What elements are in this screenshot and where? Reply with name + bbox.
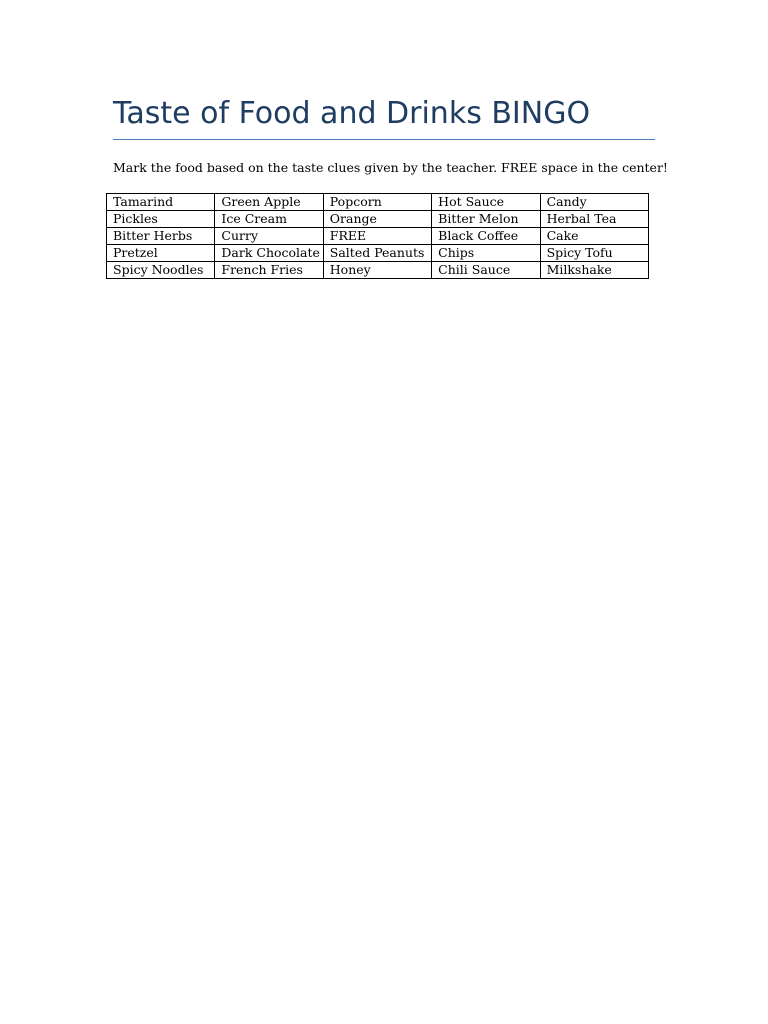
bingo-cell: Cake bbox=[540, 228, 648, 245]
bingo-cell: Chips bbox=[432, 245, 540, 262]
instructions-text: Mark the food based on the taste clues given by the teacher. FREE space in the center! bbox=[113, 160, 668, 175]
bingo-cell: Milkshake bbox=[540, 262, 648, 279]
bingo-cell: Ice Cream bbox=[215, 211, 323, 228]
bingo-cell: Dark Chocolate bbox=[215, 245, 323, 262]
bingo-cell: Orange bbox=[323, 211, 431, 228]
bingo-cell: Green Apple bbox=[215, 194, 323, 211]
title-underline bbox=[113, 139, 655, 140]
bingo-cell: Salted Peanuts bbox=[323, 245, 431, 262]
bingo-cell: Curry bbox=[215, 228, 323, 245]
bingo-cell: Candy bbox=[540, 194, 648, 211]
bingo-cell: Popcorn bbox=[323, 194, 431, 211]
bingo-cell: Chili Sauce bbox=[432, 262, 540, 279]
bingo-row bbox=[107, 211, 649, 228]
bingo-row bbox=[107, 262, 649, 279]
bingo-cell: Herbal Tea bbox=[540, 211, 648, 228]
bingo-grid bbox=[106, 193, 649, 279]
bingo-cell: Hot Sauce bbox=[432, 194, 540, 211]
bingo-cell: Spicy Tofu bbox=[540, 245, 648, 262]
page-title: Taste of Food and Drinks BINGO bbox=[113, 96, 591, 131]
bingo-row bbox=[107, 194, 649, 211]
bingo-cell: Pickles bbox=[107, 211, 215, 228]
bingo-cell: French Fries bbox=[215, 262, 323, 279]
bingo-row bbox=[107, 228, 649, 245]
bingo-cell: Black Coffee bbox=[432, 228, 540, 245]
bingo-cell: Honey bbox=[323, 262, 431, 279]
bingo-cell: Bitter Herbs bbox=[107, 228, 215, 245]
bingo-free-cell: FREE bbox=[323, 228, 431, 245]
bingo-cell: Tamarind bbox=[107, 194, 215, 211]
bingo-cell: Pretzel bbox=[107, 245, 215, 262]
bingo-cell: Bitter Melon bbox=[432, 211, 540, 228]
bingo-cell: Spicy Noodles bbox=[107, 262, 215, 279]
bingo-row bbox=[107, 245, 649, 262]
